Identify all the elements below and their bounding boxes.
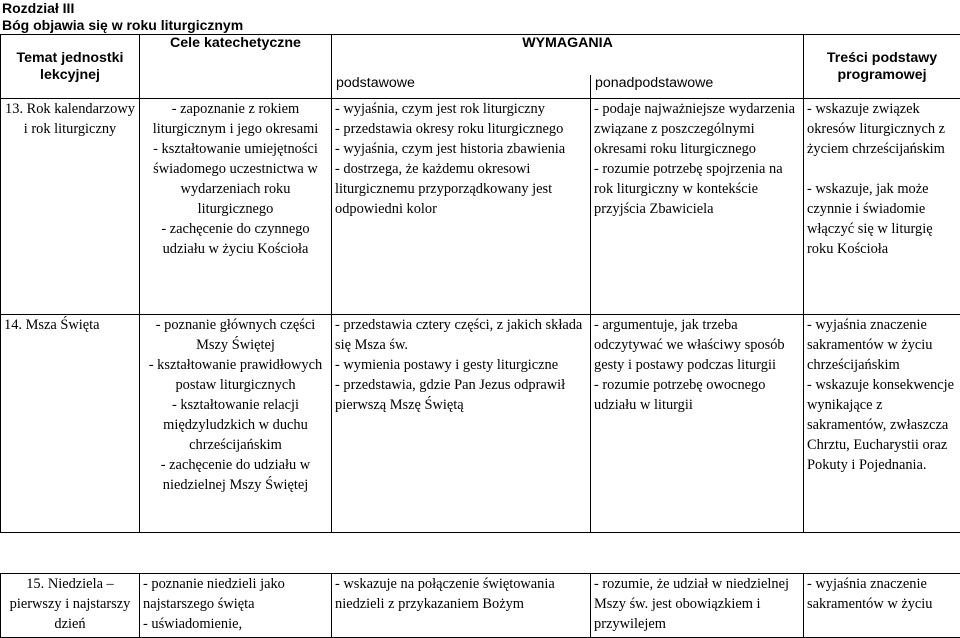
row-goals: - zapoznanie z rokiem liturgicznym i jego okresami - kształtowanie umiejętności świadomego uczestnictwa w wydarzeniach roku liturgicznego - zachęcenie do czynnego udziału w życiu Kościoła xyxy=(143,99,328,259)
header-advanced: ponadpodstawowe xyxy=(591,75,804,99)
table-row xyxy=(1,574,960,638)
table-row xyxy=(1,99,960,315)
requirements-table xyxy=(0,34,960,638)
table-row xyxy=(1,315,960,533)
row-topic: 13. Rok kalendarzowy i rok liturgiczny xyxy=(1,99,140,315)
chapter-subtitle: Bóg objawia się w roku liturgicznym xyxy=(2,17,243,34)
header-goals: Cele katechetyczne xyxy=(140,35,332,99)
row-spacer xyxy=(1,533,960,574)
chapter-title: Rozdział III xyxy=(2,0,74,17)
row-advanced: - argumentuje, jak trzeba odczytywać we właściwy sposób gesty i postawy podczas liturgii - rozumie potrzebę owocnego udziału w liturgii xyxy=(594,315,800,415)
header-curriculum: Treści podstawy programowej xyxy=(804,35,960,99)
row-topic: 15. Niedziela – pierwszy i najstarszy dzień xyxy=(4,574,136,634)
row-goals: - poznanie głównych części Mszy Świętej - kształtowanie prawidłowych postaw liturgicznych - kształtowanie relacji międzyludzkich w duchu chrześcijańskim - zachęcenie do udziału w niedzielnej Mszy Świętej xyxy=(143,315,328,495)
row-advanced: - rozumie, że udział w niedzielnej Mszy św. jest obowiązkiem i przywilejem xyxy=(594,574,800,634)
row-curriculum: - wskazuje związek okresów liturgicznych z życiem chrześcijańskim - wskazuje, jak może czynnie i świadomie włączyć się w liturgię roku Kościoła xyxy=(807,99,957,259)
row-advanced: - podaje najważniejsze wydarzenia związane z poszczególnymi okresami roku liturgicznego - rozumie potrzebę spojrzenia na rok liturgiczny w kontekście przyjścia Zbawiciela xyxy=(594,99,800,219)
row-topic: 14. Msza Święta xyxy=(1,315,140,533)
row-basic: - wyjaśnia, czym jest rok liturgiczny - przedstawia okresy roku liturgicznego - wyjaśnia, czym jest historia zbawienia - dostrzega, że każdemu okresowi liturgicznemu przyporządkowany jest odpowiedni kolor xyxy=(335,99,587,219)
header-row xyxy=(1,35,960,75)
row-curriculum: - wyjaśnia znaczenie sakramentów w życiu chrześcijańskim - wskazuje konsekwencje wynikające z sakramentów, zwłaszcza Chrztu, Eucharystii oraz Pokuty i Pojednania. xyxy=(807,315,957,475)
row-basic: - wskazuje na połączenie świętowania niedzieli z przykazaniem Bożym xyxy=(335,574,587,614)
header-requirements: WYMAGANIA xyxy=(332,35,804,75)
row-curriculum: - wyjaśnia znaczenie sakramentów w życiu xyxy=(807,574,957,614)
row-goals: - poznanie niedzieli jako najstarszego święta - uświadomienie, xyxy=(143,574,328,634)
row-basic: - przedstawia cztery części, z jakich składa się Msza św. - wymienia postawy i gesty liturgiczne - przedstawia, gdzie Pan Jezus odprawił pierwszą Mszę Świętą xyxy=(335,315,587,415)
header-basic: podstawowe xyxy=(332,75,591,99)
header-topic: Temat jednostki lekcyjnej xyxy=(1,35,140,99)
